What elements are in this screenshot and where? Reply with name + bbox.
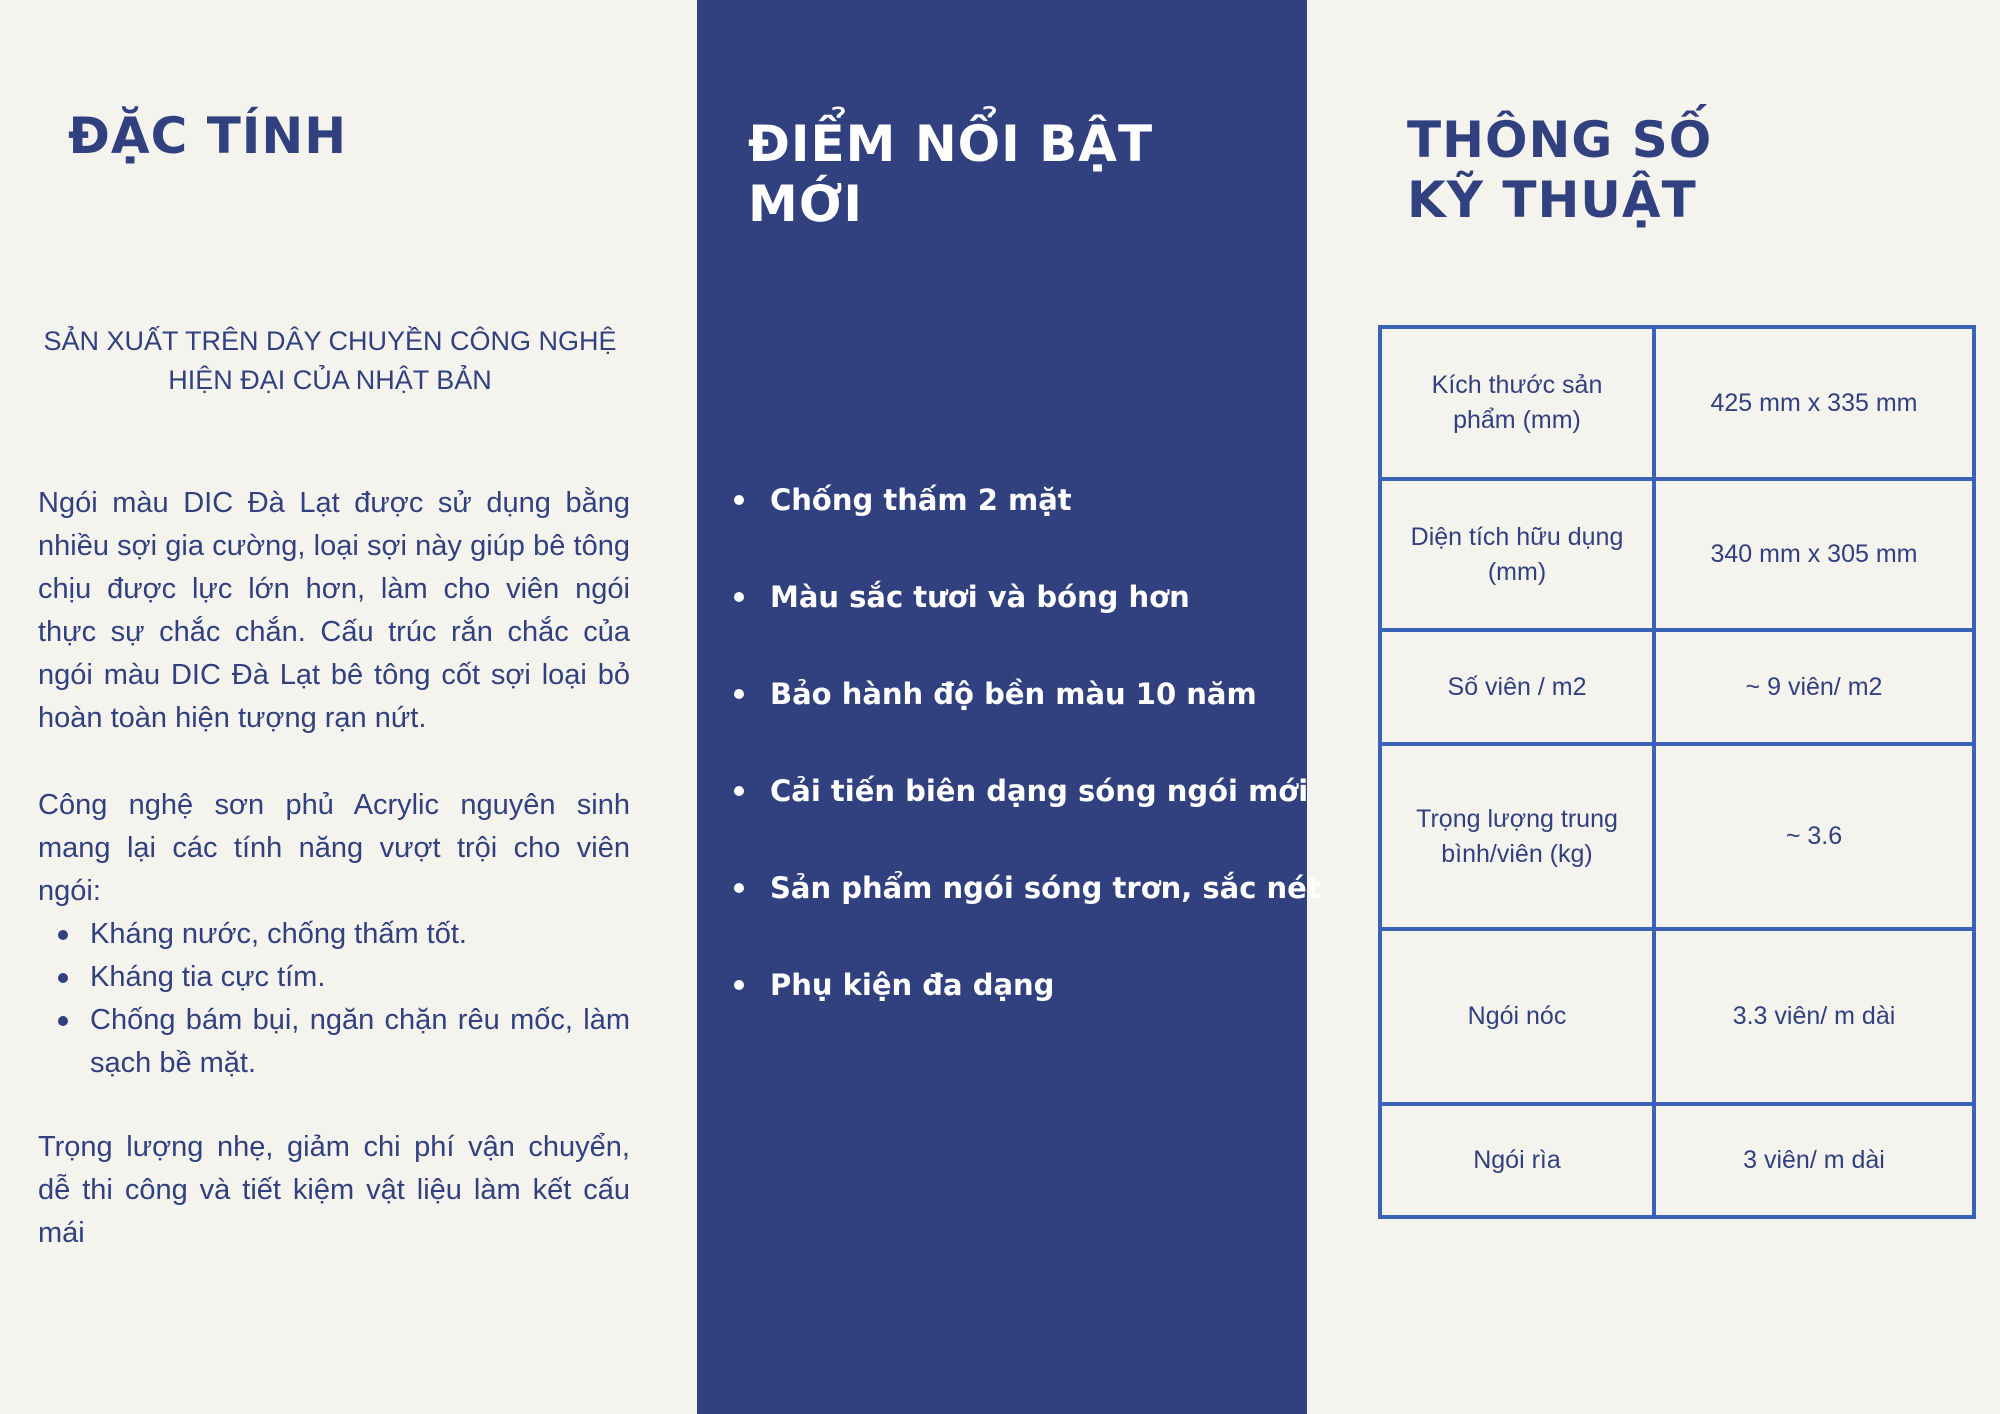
highlight-text: Chống thấm 2 mặt: [770, 483, 1072, 517]
features-paragraph-1: Ngói màu DIC Đà Lạt được sử dụng bằng nhiều sợi gia cường, loại sợi này giúp bê tông chịu được lực lớn hơn, làm cho viên ngói thực sự chắc chắn. Cấu trúc rắn chắc của ngói màu DIC Đà Lạt bê tông cốt sợi loại bỏ hoàn toàn hiện tượng rạn nứt.: [38, 487, 630, 734]
table-row: [1380, 479, 1974, 630]
bullet-dot-icon: [734, 592, 744, 602]
specs-table: [1378, 325, 1976, 1219]
features-subheading-line2: HIỆN ĐẠI CỦA NHẬT BẢN: [168, 365, 492, 395]
features-subheading: [30, 322, 630, 400]
table-row: [1380, 630, 1974, 744]
bullet-dot-icon: [734, 980, 744, 990]
features-title: ĐẶC TÍNH: [68, 107, 348, 165]
features-subheading-line1: SẢN XUẤT TRÊN DÂY CHUYỀN CÔNG NGHỆ: [43, 326, 617, 356]
bullet-dot-icon: [58, 930, 68, 940]
highlights-title: [748, 114, 1228, 234]
spec-label: Diện tích hữu dụng (mm): [1380, 479, 1654, 630]
highlight-text: Màu sắc tươi và bóng hơn: [770, 580, 1190, 614]
highlight-item: [730, 963, 1310, 1060]
spec-label: Ngói nóc: [1380, 929, 1654, 1104]
highlight-text: Cải tiến biên dạng sóng ngói mới: [770, 774, 1309, 808]
spec-value: 3.3 viên/ m dài: [1654, 929, 1974, 1104]
bullet-dot-icon: [58, 1016, 68, 1026]
highlights-title-line1: ĐIỂM NỔI BẬT: [748, 115, 1154, 173]
highlights-title-line2: MỚI: [748, 175, 864, 233]
spec-value: 3 viên/ m dài: [1654, 1104, 1974, 1217]
bullet-dot-icon: [58, 973, 68, 983]
highlight-text: Phụ kiện đa dạng: [770, 968, 1055, 1002]
highlight-item: [730, 769, 1310, 866]
spec-label: Số viên / m2: [1380, 630, 1654, 744]
spec-value: ~ 3.6: [1654, 744, 1974, 929]
features-bullet-item: [52, 999, 630, 1085]
spec-value: ~ 9 viên/ m2: [1654, 630, 1974, 744]
spec-label: Ngói rìa: [1380, 1104, 1654, 1217]
specs-title-line2: KỸ THUẬT: [1407, 171, 1697, 229]
features-bullet-item: [52, 956, 630, 999]
spec-label: Trọng lượng trung bình/viên (kg): [1380, 744, 1654, 929]
features-paragraph-3: Trọng lượng nhẹ, giảm chi phí vận chuyển, dễ thi công và tiết kiệm vật liệu làm kết cấu mái: [38, 1131, 630, 1249]
specs-title-line1: THÔNG SỐ: [1407, 111, 1713, 169]
highlight-item: [730, 575, 1310, 672]
spec-value: 340 mm x 305 mm: [1654, 479, 1974, 630]
features-bullet-text: Kháng nước, chống thấm tốt.: [90, 918, 467, 950]
table-row: [1380, 744, 1974, 929]
bullet-dot-icon: [734, 495, 744, 505]
features-bullet-text: Chống bám bụi, ngăn chặn rêu mốc, làm sạch bề mặt.: [90, 1004, 630, 1079]
highlight-item: [730, 672, 1310, 769]
spec-label: Kích thước sản phẩm (mm): [1380, 327, 1654, 479]
bullet-dot-icon: [734, 883, 744, 893]
spec-value: 425 mm x 335 mm: [1654, 327, 1974, 479]
highlight-item: [730, 478, 1310, 575]
highlight-item: [730, 866, 1321, 963]
highlights-list: [730, 478, 1321, 1060]
bullet-dot-icon: [734, 689, 744, 699]
table-row: [1380, 327, 1974, 479]
features-bullet-item: [52, 913, 630, 956]
highlight-text: Bảo hành độ bền màu 10 năm: [770, 677, 1257, 711]
table-row: [1380, 929, 1974, 1104]
features-bullet-text: Kháng tia cực tím.: [90, 961, 326, 993]
bullet-dot-icon: [734, 786, 744, 796]
highlight-text: Sản phẩm ngói sóng trơn, sắc nét: [770, 871, 1321, 905]
table-row: [1380, 1104, 1974, 1217]
features-paragraph-2: Công nghệ sơn phủ Acrylic nguyên sinh mang lại các tính năng vượt trội cho viên ngói:: [38, 789, 630, 907]
specs-title: [1407, 110, 1787, 230]
features-bullet-list: [52, 913, 630, 1085]
